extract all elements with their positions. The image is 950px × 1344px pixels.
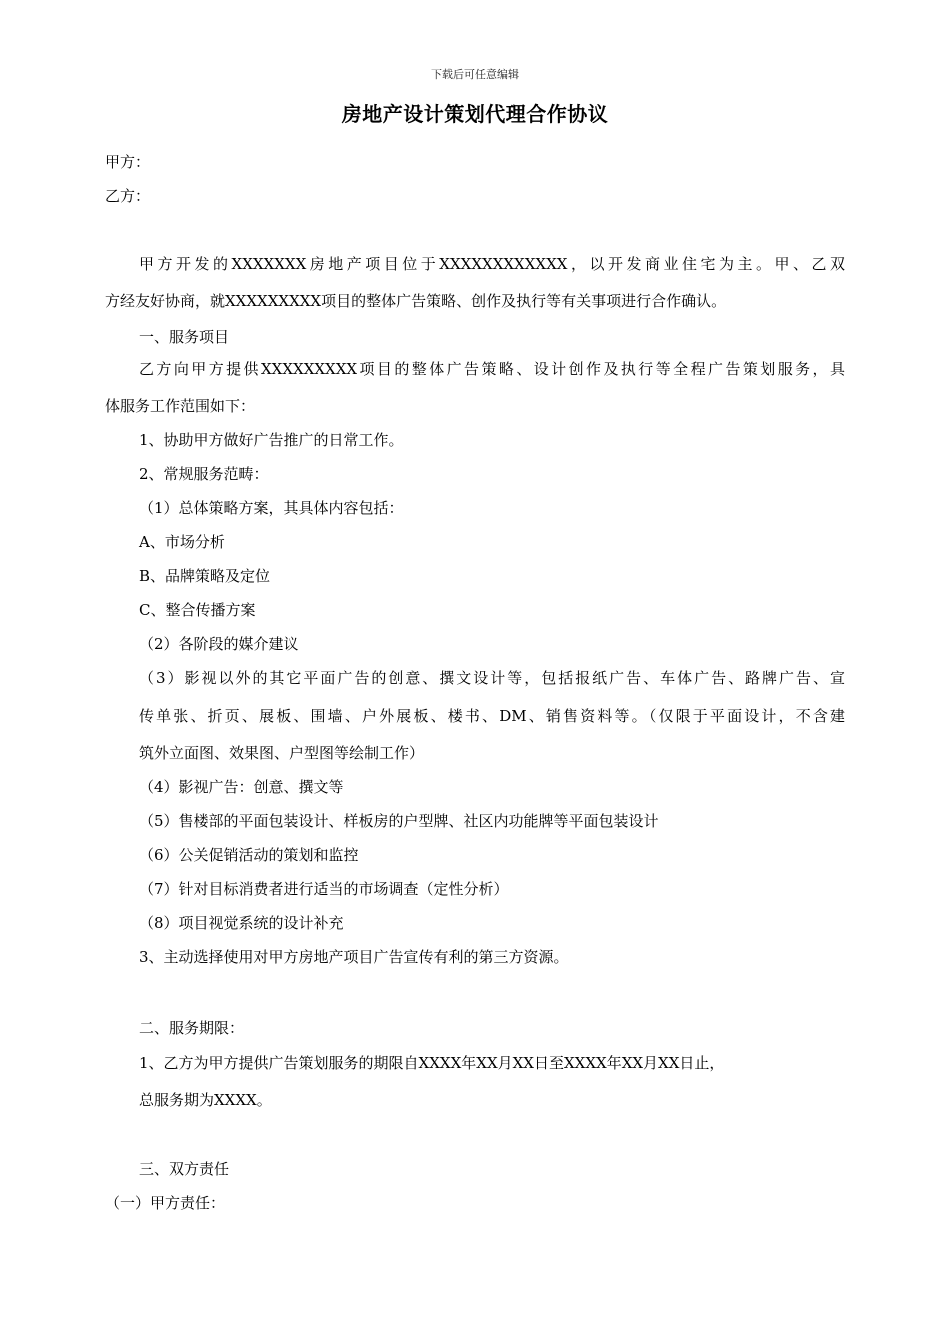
section1-sub-3-line-1: （3）影视以外的其它平面广告的创意、撰文设计等，包括报纸广告、车体广告、路牌广告、宣 — [139, 669, 845, 687]
section1-para-line-2: 体服务工作范围如下： — [105, 397, 256, 415]
section1-para-line-1: 乙方向甲方提供XXXXXXXXX项目的整体广告策略、设计创作及执行等全程广告策划服务，具 — [139, 360, 845, 378]
section1-sub-c: C、整合传播方案 — [139, 601, 256, 619]
section1-sub-8: （8）项目视觉系统的设计补充 — [139, 914, 344, 932]
section1-sub-1: （1）总体策略方案，其具体内容包括： — [139, 499, 404, 517]
section1-item-3: 3、主动选择使用对甲方房地产项目广告宣传有利的第三方资源。 — [139, 948, 569, 966]
intro-line-1: 甲方开发的XXXXXXX房地产项目位于XXXXXXXXXXXX，以开发商业住宅为主。甲、乙双 — [139, 255, 845, 273]
section3-sub-1: （一）甲方责任： — [105, 1194, 226, 1212]
section1-heading: 一、服务项目 — [139, 328, 230, 346]
section1-sub-4: （4）影视广告：创意、撰文等 — [139, 778, 344, 796]
page-header-note: 下载后可任意编辑 — [431, 68, 519, 81]
intro-line-2: 方经友好协商，就XXXXXXXXX项目的整体广告策略、创作及执行等有关事项进行合作确认。 — [105, 292, 727, 310]
section1-sub-2: （2）各阶段的媒介建议 — [139, 635, 299, 653]
section2-heading: 二、服务期限： — [139, 1019, 245, 1037]
section1-sub-7: （7）针对目标消费者进行适当的市场调查（定性分析） — [139, 880, 509, 898]
section1-item-1: 1、协助甲方做好广告推广的日常工作。 — [139, 431, 404, 449]
section1-sub-3-line-2: 传单张、折页、展板、围墙、户外展板、楼书、DM、销售资料等。（仅限于平面设计，不含建 — [139, 707, 845, 725]
section1-sub-3-line-3: 筑外立面图、效果图、户型图等绘制工作） — [139, 744, 425, 762]
section1-sub-a: A、市场分析 — [139, 533, 225, 551]
section2-item-1-line-2: 总服务期为XXXX。 — [139, 1091, 272, 1109]
section2-item-1-line-1: 1、乙方为甲方提供广告策划服务的期限自XXXX年XX月XX日至XXXX年XX月XX日止， — [139, 1054, 725, 1072]
section1-sub-5: （5）售楼部的平面包装设计、样板房的户型牌、社区内功能牌等平面包装设计 — [139, 812, 659, 830]
section1-sub-6: （6）公关促销活动的策划和监控 — [139, 846, 359, 864]
section3-heading: 三、双方责任 — [139, 1160, 230, 1178]
party-a-label: 甲方： — [105, 153, 151, 171]
section1-item-2: 2、常规服务范畴： — [139, 465, 269, 483]
section1-sub-b: B、品牌策略及定位 — [139, 567, 271, 585]
party-b-label: 乙方： — [105, 187, 151, 205]
document-title: 房地产设计策划代理合作协议 — [341, 102, 609, 126]
